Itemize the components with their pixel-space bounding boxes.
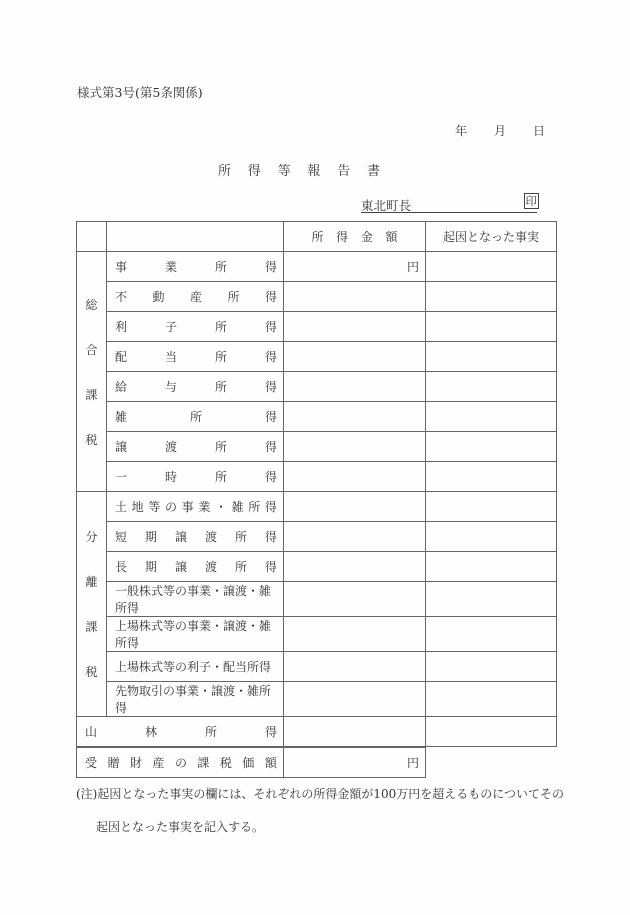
- label-char: 所: [214, 470, 227, 484]
- label-char: 得: [264, 290, 277, 304]
- header-char: 金: [360, 230, 373, 244]
- cause-fact-field[interactable]: [426, 342, 557, 372]
- label-char: ・: [214, 500, 227, 514]
- income-amount-field[interactable]: [284, 652, 426, 682]
- title-char: 等: [277, 164, 291, 179]
- group-char: 課: [85, 620, 98, 634]
- cause-fact-field[interactable]: [426, 372, 557, 402]
- cause-fact-field[interactable]: [426, 282, 557, 312]
- note-line-1: (注)起因となった事実の欄には、それぞれの所得金額が100万円を超えるものについてその: [76, 787, 565, 801]
- addressee-name: 東北町長: [361, 198, 412, 213]
- header-char: 額: [385, 230, 398, 244]
- label-char: 得: [264, 410, 277, 424]
- table-row-forest-income: [77, 717, 557, 747]
- income-type-label: [107, 402, 284, 432]
- table-row: [77, 282, 557, 312]
- title-char: 所: [218, 164, 232, 179]
- gift-label-char: 額: [264, 756, 277, 770]
- income-type-label: [107, 462, 284, 492]
- label-char: 短: [115, 530, 128, 544]
- table-row: [77, 312, 557, 342]
- income-amount-field[interactable]: [284, 312, 426, 342]
- income-type-label: [107, 432, 284, 462]
- label-char: 利: [115, 320, 128, 334]
- income-type-label: 一般株式等の事業・譲渡・雑所得: [107, 582, 284, 617]
- income-amount-field[interactable]: [284, 552, 426, 582]
- title-char: 書: [366, 164, 380, 179]
- label-char: 不: [115, 290, 128, 304]
- label-char: 得: [264, 320, 277, 334]
- group-char: 税: [85, 665, 98, 679]
- label-char: 子: [164, 320, 177, 334]
- table-row: [77, 372, 557, 402]
- cause-fact-field[interactable]: [426, 462, 557, 492]
- income-type-label: [107, 552, 284, 582]
- label-char: 土: [115, 500, 128, 514]
- title-char: 告: [337, 164, 351, 179]
- gift-label-char: 課: [197, 756, 210, 770]
- label-char: 長: [115, 560, 128, 574]
- income-type-label: 上場株式等の事業・譲渡・雑所得: [107, 617, 284, 652]
- cause-fact-field[interactable]: [426, 402, 557, 432]
- group-char: 総: [85, 297, 98, 312]
- group-comprehensive-taxation: [77, 252, 107, 492]
- cause-fact-field[interactable]: [426, 522, 557, 552]
- label-char: 事: [181, 500, 194, 514]
- cause-fact-field[interactable]: [426, 717, 557, 747]
- group-char: 税: [85, 432, 98, 447]
- title-char: 得: [247, 164, 261, 179]
- label-char: 得: [264, 530, 277, 544]
- label-char: 山: [85, 725, 98, 739]
- label-char: 産: [189, 290, 202, 304]
- group-char: 分: [85, 530, 98, 544]
- label-char: 渡: [204, 560, 217, 574]
- label-char: 所: [214, 320, 227, 334]
- income-amount-field[interactable]: [284, 682, 426, 717]
- label-char: 得: [264, 350, 277, 364]
- label-char: 得: [264, 260, 277, 274]
- label-char: 譲: [174, 530, 187, 544]
- label-char: 雑: [115, 410, 128, 424]
- label-char: 所: [227, 290, 240, 304]
- label-char: 得: [264, 470, 277, 484]
- income-amount-field[interactable]: [284, 582, 426, 617]
- table-row: [77, 652, 557, 682]
- table-row: [77, 402, 557, 432]
- label-char: 所: [214, 440, 227, 454]
- label-char: 業: [198, 500, 211, 514]
- label-char: 当: [164, 350, 177, 364]
- income-amount-field[interactable]: [284, 717, 426, 747]
- table-row: [77, 252, 557, 282]
- label-char: 所: [248, 500, 261, 514]
- label-char: 得: [264, 725, 277, 739]
- label-char: 給: [115, 380, 128, 394]
- label-char: 所: [204, 725, 217, 739]
- income-report-table: [76, 221, 557, 747]
- label-char: 雑: [231, 500, 244, 514]
- label-char: 動: [152, 290, 165, 304]
- income-type-label: [107, 492, 284, 522]
- gift-label: [77, 748, 284, 778]
- label-char: 所: [189, 410, 202, 424]
- gift-label-char: 価: [242, 756, 255, 770]
- table-row: [77, 462, 557, 492]
- label-char: の: [164, 500, 177, 514]
- header-fact: 起因となった事実: [426, 222, 557, 252]
- header-label-cell: [107, 222, 284, 252]
- date-year: 年: [455, 124, 468, 138]
- income-type-label: [107, 282, 284, 312]
- income-type-label: [107, 372, 284, 402]
- cause-fact-field[interactable]: [426, 312, 557, 342]
- cause-fact-field[interactable]: [426, 252, 557, 282]
- label-char: 得: [264, 560, 277, 574]
- cause-fact-field[interactable]: [426, 582, 557, 617]
- header-group-cell: [77, 222, 107, 252]
- table-row: [77, 522, 557, 552]
- label-char: 渡: [164, 440, 177, 454]
- header-char: 所: [311, 230, 324, 244]
- table-row: [77, 617, 557, 652]
- income-amount-field[interactable]: [284, 342, 426, 372]
- income-type-label: [107, 342, 284, 372]
- income-amount-field[interactable]: [284, 617, 426, 652]
- income-amount-field[interactable]: [284, 462, 426, 492]
- label-char: 譲: [115, 440, 128, 454]
- label-char: 配: [115, 350, 128, 364]
- label-char: 地: [131, 500, 144, 514]
- table-row: [77, 342, 557, 372]
- label-char: 所: [214, 350, 227, 364]
- gift-label-char: 税: [219, 756, 232, 770]
- table-row: [77, 492, 557, 522]
- table-row: [77, 682, 557, 717]
- gift-label-char: の: [174, 756, 187, 770]
- label-char: 所: [214, 380, 227, 394]
- gift-label-char: 財: [129, 756, 142, 770]
- label-char: 与: [164, 380, 177, 394]
- label-char: 期: [144, 530, 157, 544]
- table-row: [77, 552, 557, 582]
- income-amount-field[interactable]: [284, 522, 426, 552]
- cause-fact-field[interactable]: [426, 652, 557, 682]
- income-amount-field[interactable]: 円: [284, 252, 426, 282]
- income-type-label: 先物取引の事業・譲渡・雑所得: [107, 682, 284, 717]
- cause-fact-field[interactable]: [426, 492, 557, 522]
- table-row: [77, 582, 557, 617]
- label-char: 事: [115, 260, 128, 274]
- date-day: 日: [532, 124, 545, 138]
- table-header-row: [77, 222, 557, 252]
- gift-label-char: 受: [85, 756, 98, 770]
- label-char: 得: [264, 500, 277, 514]
- income-amount-field[interactable]: [284, 282, 426, 312]
- income-amount-field[interactable]: [284, 432, 426, 462]
- label-char: 譲: [174, 560, 187, 574]
- gift-tax-table: [76, 747, 426, 778]
- label-char: 所: [234, 530, 247, 544]
- seal-icon: 印: [525, 194, 537, 208]
- income-amount-field[interactable]: [284, 492, 426, 522]
- gift-label-char: 贈: [107, 756, 120, 770]
- cause-fact-field[interactable]: [426, 552, 557, 582]
- label-char: 業: [164, 260, 177, 274]
- group-char: 離: [85, 575, 98, 589]
- gift-label-char: 産: [152, 756, 165, 770]
- gift-amount-field[interactable]: 円: [284, 748, 426, 778]
- group-char: 課: [85, 387, 98, 402]
- header-char: 得: [336, 230, 349, 244]
- table-row: [77, 432, 557, 462]
- income-type-label: [107, 312, 284, 342]
- title-char: 報: [307, 164, 321, 179]
- income-type-label: [107, 522, 284, 552]
- label-char: 林: [144, 725, 157, 739]
- label-char: 所: [214, 260, 227, 274]
- cause-fact-field[interactable]: [426, 682, 557, 717]
- form-number: 様式第3号(第5条関係): [77, 85, 203, 100]
- label-char: 渡: [204, 530, 217, 544]
- income-type-label: [107, 252, 284, 282]
- header-amount: [284, 222, 426, 252]
- document-title: [218, 160, 380, 179]
- addressee-line: [361, 195, 537, 213]
- note-line-2: 起因となった事実を記入する。: [96, 820, 265, 834]
- date-month: 月: [493, 124, 506, 138]
- date-line: [455, 122, 545, 139]
- income-type-label: [77, 717, 284, 747]
- label-char: 所: [234, 560, 247, 574]
- label-char: 時: [164, 470, 177, 484]
- label-char: 等: [148, 500, 161, 514]
- label-char: 得: [264, 380, 277, 394]
- group-char: 合: [85, 342, 98, 357]
- label-char: 期: [144, 560, 157, 574]
- income-amount-field[interactable]: [284, 372, 426, 402]
- label-char: 得: [264, 440, 277, 454]
- cause-fact-field[interactable]: [426, 617, 557, 652]
- income-amount-field[interactable]: [284, 402, 426, 432]
- group-separate-taxation: [77, 492, 107, 717]
- cause-fact-field[interactable]: [426, 432, 557, 462]
- income-type-label: 上場株式等の利子・配当所得: [107, 652, 284, 682]
- label-char: 一: [115, 470, 128, 484]
